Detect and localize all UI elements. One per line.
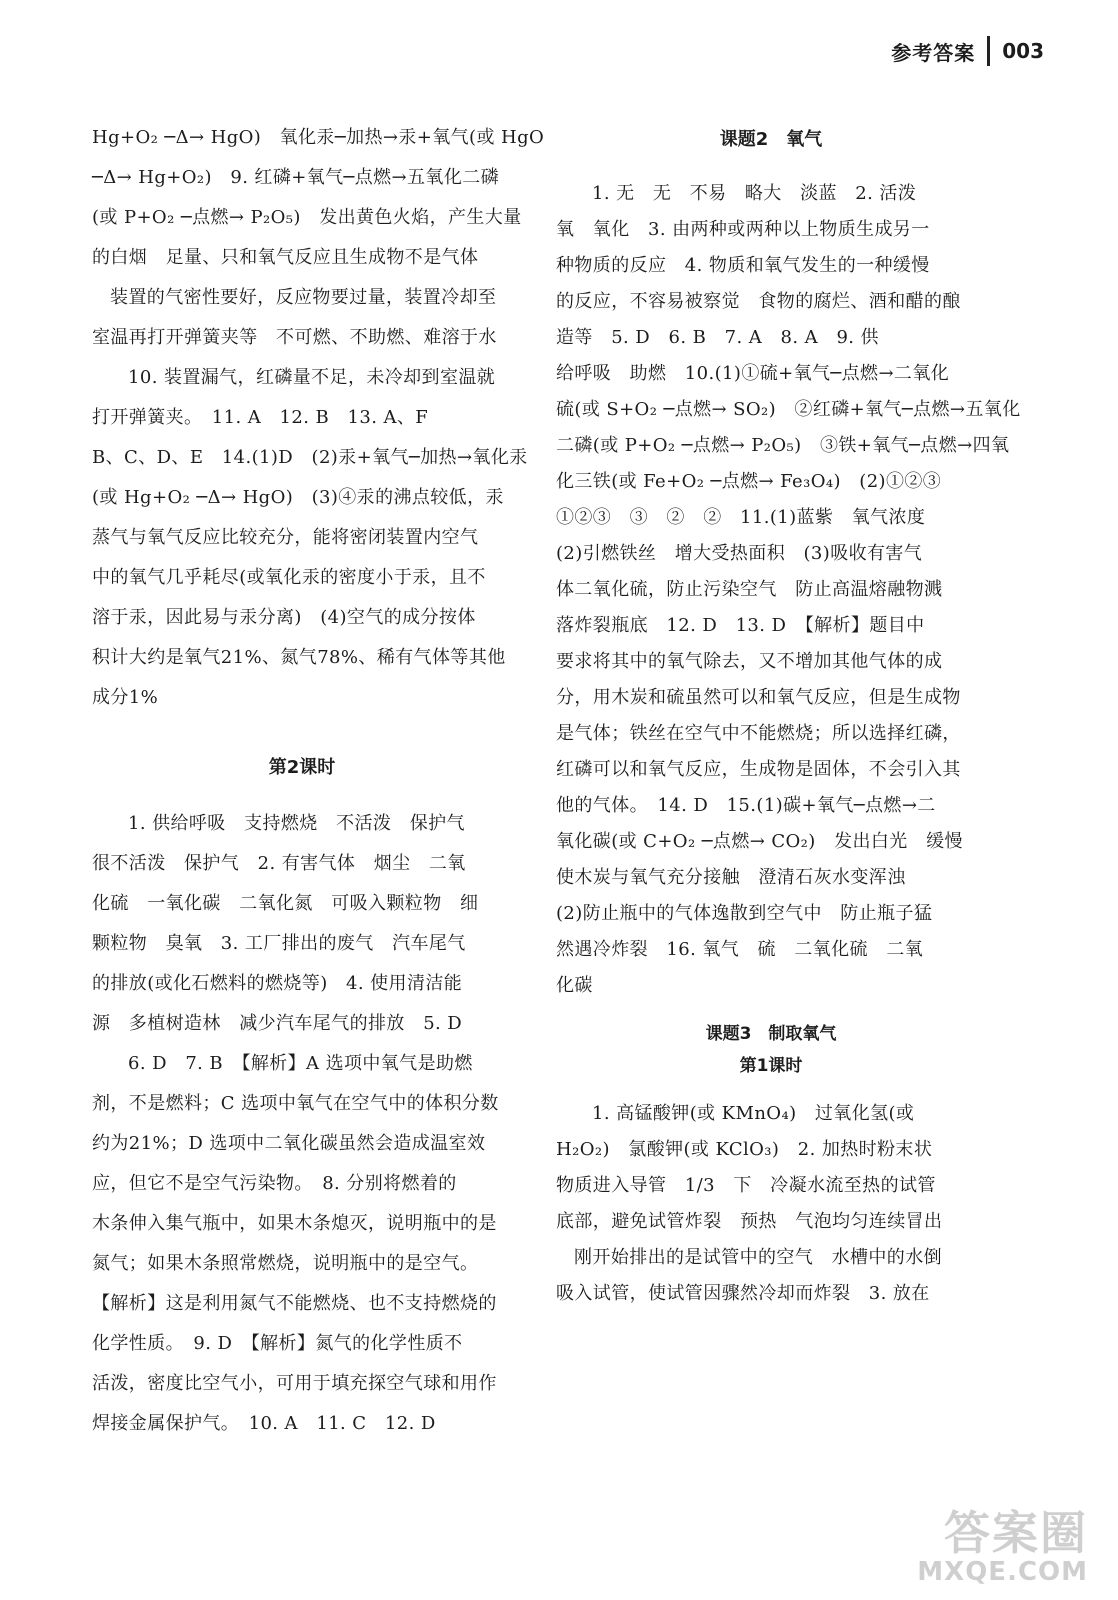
answer-block-topic3-lesson1	[556, 1096, 986, 1312]
text-line: 的排放(或化石燃料的燃烧等) 4. 使用清洁能	[92, 973, 463, 994]
text-line: 约为21%；D 选项中二氧化碳虽然会造成温室效	[92, 1133, 486, 1154]
text-line: 木条伸入集气瓶中，如果木条熄灭，说明瓶中的是	[92, 1213, 497, 1234]
text-line: Hg+O₂ ─Δ→ HgO) 氧化汞─加热→汞+氧气(或 HgO	[92, 127, 545, 148]
text-line: 化硫 一氧化碳 二氧化氮 可吸入颗粒物 细	[92, 893, 479, 914]
text-line: 1. 高锰酸钾(或 KMnO₄) 过氧化氢(或	[592, 1103, 915, 1124]
text-line: 化三铁(或 Fe+O₂ ─点燃→ Fe₃O₄) (2)①②③	[556, 471, 942, 492]
text-line: 焊接金属保护气。 10. A 11. C 12. D	[92, 1413, 436, 1434]
text-line: 源 多植树造林 减少汽车尾气的排放 5. D	[92, 1013, 463, 1034]
page-number: 003	[1002, 39, 1044, 63]
text-line: 的白烟 足量、只和氧气反应且生成物不是气体	[92, 247, 479, 268]
text-line: 物质进入导管 1/3 下 冷凝水流至热的试管	[556, 1175, 936, 1196]
watermark-logo: 答案圈	[944, 1506, 1088, 1560]
answer-block-lesson2	[92, 804, 512, 1444]
text-line: 化学性质。 9. D 【解析】氮气的化学性质不	[92, 1333, 463, 1354]
page-header	[891, 36, 1044, 66]
text-line: 分，用木炭和硫虽然可以和氧气反应，但是生成物	[556, 687, 961, 708]
watermark	[917, 1508, 1088, 1586]
text-line: 是气体；铁丝在空气中不能燃烧；所以选择红磷，	[556, 723, 961, 744]
topic-heading: 课题2 氧气	[719, 129, 823, 150]
text-line: 蒸气与氧气反应比较充分，能将密闭装置内空气	[92, 527, 479, 548]
text-line: 很不活泼 保护气 2. 有害气体 烟尘 二氧	[92, 853, 466, 874]
text-line: 红磷可以和氧气反应，生成物是固体，不会引入其	[556, 759, 961, 780]
text-line: 他的气体。 14. D 15.(1)碳+氧气─点燃→二	[556, 795, 936, 816]
spacer	[92, 790, 512, 804]
text-line: 溶于汞，因此易与汞分离) (4)空气的成分按体	[92, 607, 476, 628]
text-line: 底部，避免试管炸裂 预热 气泡均匀连续冒出	[556, 1211, 943, 1232]
text-line: 化碳	[556, 975, 593, 996]
text-line: (或 P+O₂ ─点燃→ P₂O₅) 发出黄色火焰，产生大量	[92, 207, 522, 228]
text-line: B、C、D、E 14.(1)D (2)汞+氧气─加热→氧化汞	[92, 447, 528, 468]
text-line: 颗粒物 臭氧 3. 工厂排出的废气 汽车尾气	[92, 933, 466, 954]
text-line: 1. 无 无 不易 略大 淡蓝 2. 活泼	[592, 183, 917, 204]
watermark-url: MXQE.COM	[917, 1557, 1088, 1587]
text-line: 打开弹簧夹。 11. A 12. B 13. A、F	[92, 407, 429, 428]
lesson-heading: 第1课时	[739, 1056, 803, 1076]
text-line: 中的氧气几乎耗尽(或氧化汞的密度小于汞，且不	[92, 567, 486, 588]
text-line: 氮气；如果木条照常燃烧，说明瓶中的是空气。	[92, 1253, 479, 1274]
spacer	[556, 1082, 986, 1096]
answer-block-topic1-continued	[92, 118, 545, 718]
text-line: 然遇冷炸裂 16. 氧气 硫 二氧化硫 二氧	[556, 939, 924, 960]
text-line: 10. 装置漏气，红磷量不足，未冷却到室温就	[128, 367, 496, 388]
text-line: 使木炭与氧气充分接触 澄清石灰水变浑浊	[556, 867, 906, 888]
text-line: 积计大约是氧气21%、氮气78%、稀有气体等其他	[92, 647, 506, 668]
text-line: ─Δ→ Hg+O₂) 9. 红磷+氧气─点燃→五氧化二磷	[92, 167, 500, 188]
text-line: 装置的气密性要好，反应物要过量，装置冷却至	[110, 287, 497, 308]
text-line: 吸入试管，使试管因骤然冷却而炸裂 3. 放在	[556, 1283, 930, 1304]
spacer	[556, 162, 986, 176]
text-line: (2)引燃铁丝 增大受热面积 (3)吸收有害气	[556, 543, 923, 564]
spacer	[92, 718, 512, 746]
text-line: 体二氧化硫，防止污染空气 防止高温熔融物溅	[556, 579, 943, 600]
header-divider	[987, 36, 990, 66]
text-line: 氧 氧化 3. 由两种或两种以上物质生成另一	[556, 219, 930, 240]
text-line: 剂，不是燃料；C 选项中氧气在空气中的体积分数	[92, 1093, 499, 1114]
text-line: 种物质的反应 4. 物质和氧气发生的一种缓慢	[556, 255, 930, 276]
text-line: 刚开始排出的是试管中的空气 水槽中的水倒	[574, 1247, 942, 1268]
text-line: 给呼吸 助燃 10.(1)①硫+氧气─点燃→二氧化	[556, 363, 950, 384]
text-line: 要求将其中的氧气除去，又不增加其他气体的成	[556, 651, 943, 672]
text-line: 活泼，密度比空气小，可用于填充探空气球和用作	[92, 1373, 497, 1394]
section-title: 参考答案	[891, 40, 976, 65]
text-line: (或 Hg+O₂ ─Δ→ HgO) (3)④汞的沸点较低，汞	[92, 487, 504, 508]
text-line: 氧化碳(或 C+O₂ ─点燃→ CO₂) 发出白光 缓慢	[556, 831, 963, 852]
answer-block-topic2	[556, 176, 1021, 1004]
text-line: 二磷(或 P+O₂ ─点燃→ P₂O₅) ③铁+氧气─点燃→四氧	[556, 435, 1010, 456]
text-line: 硫(或 S+O₂ ─点燃→ SO₂) ②红磷+氧气─点燃→五氧化	[556, 399, 1021, 420]
text-line: 的反应，不容易被察觉 食物的腐烂、酒和醋的酿	[556, 291, 961, 312]
text-line: ①②③ ③ ② ② 11.(1)蓝紫 氧气浓度	[556, 507, 926, 528]
text-line: 应，但它不是空气污染物。 8. 分别将燃着的	[92, 1173, 457, 1194]
text-line: 成分1%	[92, 687, 159, 708]
text-line: (2)防止瓶中的气体逸散到空气中 防止瓶子猛	[556, 903, 933, 924]
lesson-heading: 第2课时	[268, 757, 336, 778]
text-line: 1. 供给呼吸 支持燃烧 不活泼 保护气	[128, 813, 465, 834]
text-line: H₂O₂) 氯酸钾(或 KClO₃) 2. 加热时粉末状	[556, 1139, 933, 1160]
left-column	[92, 118, 545, 1444]
text-line: 造等 5. D 6. B 7. A 8. A 9. 供	[556, 327, 879, 348]
text-line: 室温再打开弹簧夹等 不可燃、不助燃、难溶于水	[92, 327, 497, 348]
spacer	[556, 1004, 986, 1018]
topic-heading: 课题3 制取氧气	[705, 1024, 837, 1044]
text-line: 6. D 7. B 【解析】A 选项中氧气是助燃	[128, 1053, 473, 1074]
text-line: 【解析】这是利用氮气不能燃烧、也不支持燃烧的	[92, 1293, 497, 1314]
text-line: 落炸裂瓶底 12. D 13. D 【解析】题目中	[556, 615, 925, 636]
right-column	[556, 118, 1021, 1312]
